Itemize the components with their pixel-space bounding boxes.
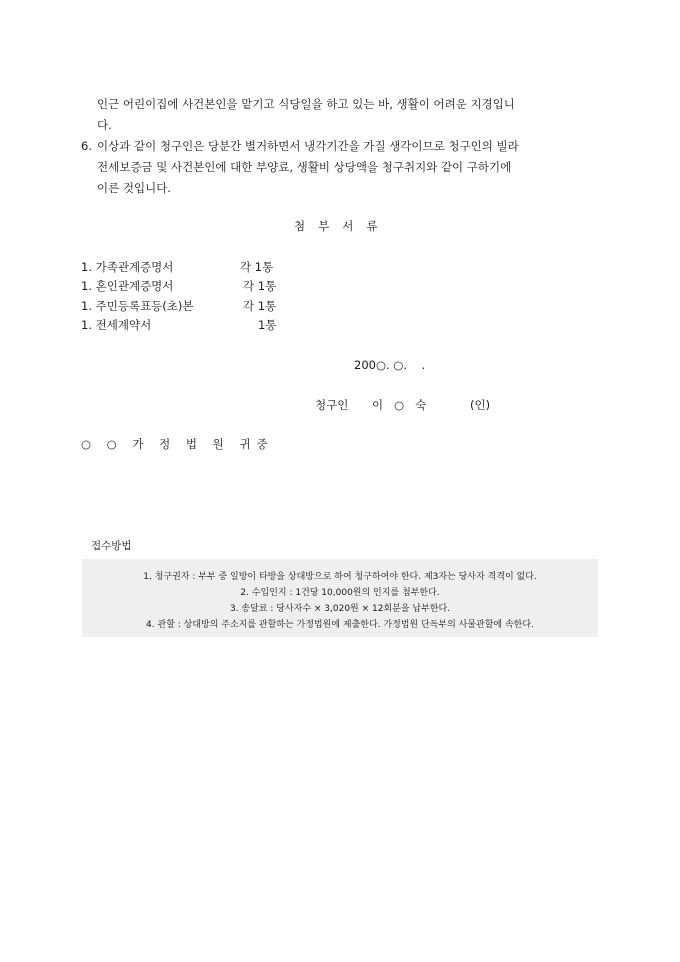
court-addressee: ○ ○ 가 정 법 원 귀중 <box>81 437 274 451</box>
signature-label: 청구인 <box>315 398 349 412</box>
filing-method-box <box>82 559 598 637</box>
attachment-label: 1. 혼인관계증명서 <box>81 279 174 293</box>
attachment-count: 1통 <box>258 318 277 332</box>
item-6-line-2: 전세보증금 및 사건본인에 대한 부양료, 생활비 상당액을 청구취지와 같이 구하기에 <box>97 160 512 174</box>
filing-method-line: 4. 관할 : 상대방의 주소지를 관할하는 가정법원에 제출한다. 가정법원 단독부의 사물관할에 속한다. <box>146 620 534 630</box>
signature-seal: (인) <box>470 398 491 412</box>
filing-method-line: 1. 청구권자 : 부부 중 일방이 타방을 상대방으로 하여 청구하여야 한다. 제3자는 당사자 격격이 없다. <box>143 572 537 582</box>
filing-method-line: 3. 송달료 : 당사자수 × 3,020원 × 12회분을 납부한다. <box>229 604 451 614</box>
attachment-count: 각 1통 <box>243 279 277 293</box>
item-6-line-1: 이상과 같이 청구인은 당분간 별거하면서 냉각기간을 가질 생각이므로 청구인의 빌라 <box>97 139 519 153</box>
signature-name: 이 ○ 숙 <box>372 398 427 412</box>
attachment-label: 1. 전세계약서 <box>81 318 152 332</box>
attachment-count: 각 1통 <box>243 299 277 313</box>
filing-method-line: 2. 수입인지 : 1건당 10,000원의 인지를 첨부한다. <box>240 588 440 598</box>
attachment-count: 각 1통 <box>240 260 274 274</box>
body-line-2: 다. <box>97 118 112 132</box>
body-line-1: 인근 어린이집에 사건본인을 맡기고 식당일을 하고 있는 바, 생활이 어려운 지경입니 <box>97 97 515 111</box>
attachment-label: 1. 가족관계증명서 <box>81 260 174 274</box>
item-6-line-3: 이른 것입니다. <box>97 181 171 195</box>
item-6-number: 6. <box>81 139 92 153</box>
attachment-label: 1. 주민등록표등(초)본 <box>81 299 194 313</box>
filing-method-title: 접수방법 <box>91 540 132 552</box>
attachments-heading: 첨부서류 <box>294 219 391 233</box>
document-date: 200○. ○. . <box>354 358 426 372</box>
